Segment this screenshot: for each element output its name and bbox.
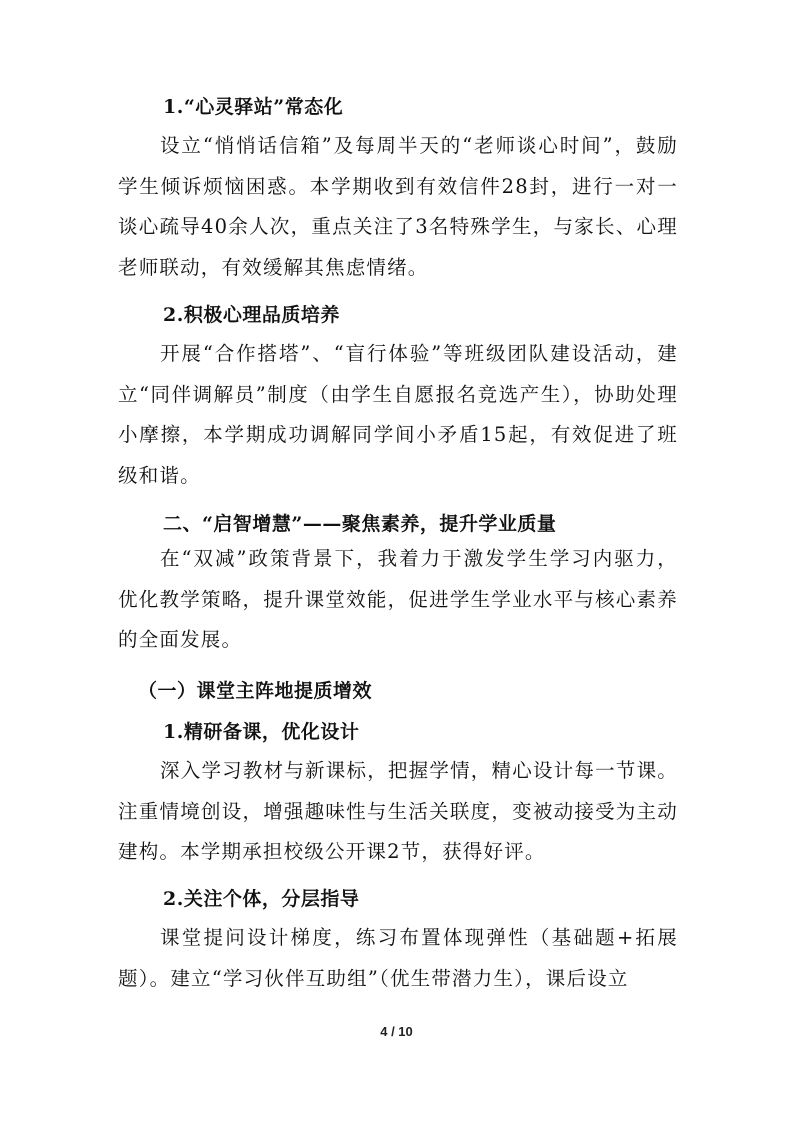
heading-lesson-prep: 1.精研备课，优化设计 xyxy=(163,721,360,743)
heading-individual-guidance: 2.关注个体，分层指导 xyxy=(163,888,360,910)
paragraph-section-two-intro: 在“双减”政策背景下，我着力于激发学生学习内驱力，优化教学策略，提升课堂效能，促进学生学业水平与核心素养的全面发展。 xyxy=(118,547,678,651)
heading-classroom: （一）课堂主阵地提质增效 xyxy=(138,680,373,702)
heading-section-two: 二、“启智增慧”——聚焦素养，提升学业质量 xyxy=(163,513,557,535)
paragraph-positive-psychology: 开展“合作搭塔”、“盲行体验”等班级团队建设活动，建立“同伴调解员”制度（由学生自愿报名竞选产生），协助处理小摩擦，本学期成功调解同学间小矛盾15起，有效促进了班级和谐。 xyxy=(118,342,678,487)
heading-heart-station: 1.“心灵驿站”常态化 xyxy=(163,96,344,118)
paragraph-individual-guidance: 课堂提问设计梯度，练习布置体现弹性（基础题+拓展题）。建立“学习伙伴互助组”（优生带潜力生），课后设立 xyxy=(118,926,678,990)
page-number: 4 / 10 xyxy=(380,1024,413,1039)
paragraph-lesson-prep: 深入学习教材与新课标，把握学情，精心设计每一节课。注重情境创设，增强趣味性与生活关联度，变被动接受为主动建构。本学期承担校级公开课2节，获得好评。 xyxy=(118,759,678,863)
heading-positive-psychology: 2.积极心理品质培养 xyxy=(163,304,340,326)
paragraph-heart-station: 设立“悄悄话信箱”及每周半天的“老师谈心时间”，鼓励学生倾诉烦恼困惑。本学期收到有效信件28封，进行一对一谈心疏导40余人次，重点关注了3名特殊学生，与家长、心理老师联动，有效缓解其焦虑情绪。 xyxy=(118,134,678,279)
